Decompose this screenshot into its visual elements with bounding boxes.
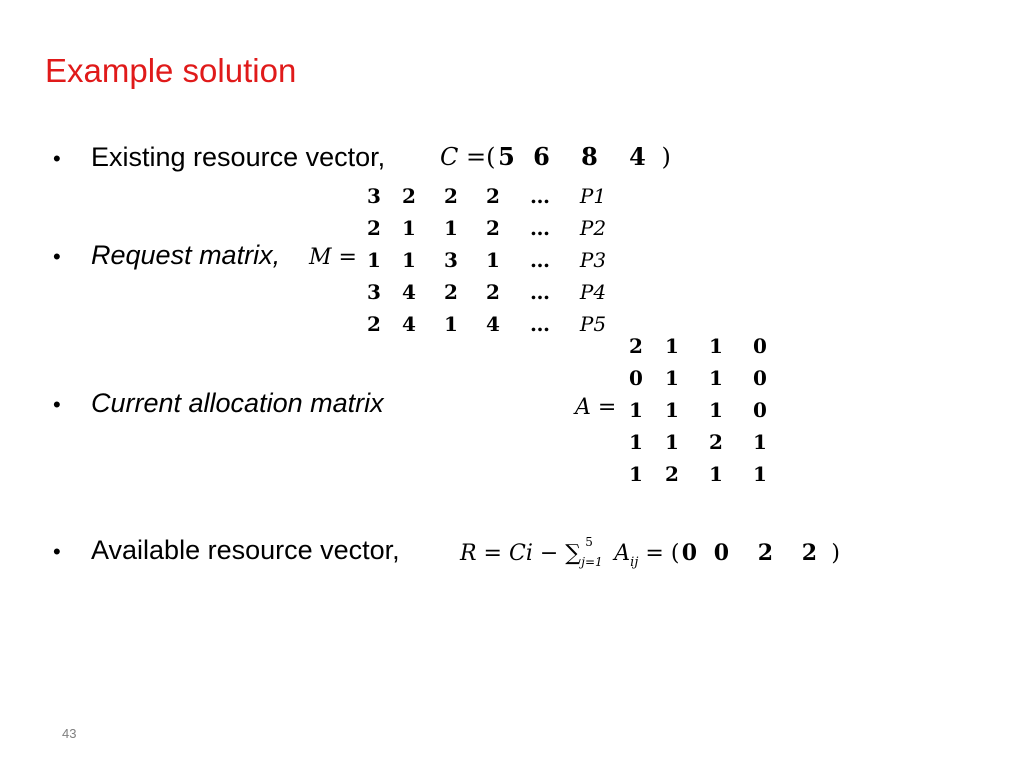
matrix-row [622,330,782,362]
open-paren: ( [486,143,496,171]
bullet-label: Request matrix, [91,240,281,270]
summand-subscript: ij [630,555,639,570]
matrix-cell: 2 [709,430,723,454]
matrix-cell: 0 [753,334,767,358]
process-label: P4 [579,280,607,304]
bullet-marker: • [53,146,61,171]
equation-lhs: R = Ci − [460,541,559,566]
summand: A [614,541,631,566]
matrix-cell: 4 [486,312,500,336]
sum-lower: j=1 [581,555,603,569]
process-label: P5 [579,312,607,336]
sum-upper: 5 [585,535,593,549]
equals-sign: = [338,245,357,270]
request-matrix-symbol [309,245,357,270]
matrix-cell: 2 [367,312,381,336]
bullet-allocation-matrix [53,388,384,419]
matrix-cell: 2 [486,216,500,240]
matrix-row [360,180,620,212]
vector-value: 6 [533,142,550,171]
close-paren: ) [831,541,840,566]
available-resource-equation [460,535,840,570]
process-label: P2 [579,216,607,240]
matrix-row [622,362,782,394]
matrix-cell: 2 [367,216,381,240]
bullet-available-resource [53,535,400,566]
matrix-row [360,212,620,244]
request-matrix [360,180,620,340]
bullet-request-matrix [53,240,280,271]
vector-value: 4 [629,142,646,171]
matrix-cell: 1 [665,430,679,454]
bullet-marker: • [53,244,61,269]
allocation-matrix [622,330,782,490]
matrix-cell: 1 [629,462,643,486]
ellipsis: … [530,184,550,208]
matrix-cell: 2 [665,462,679,486]
matrix-cell: 1 [665,334,679,358]
vector-value: 2 [757,540,774,566]
matrix-cell: 1 [709,334,723,358]
matrix-symbol: A [575,395,591,420]
matrix-cell: 1 [665,398,679,422]
matrix-cell: 1 [444,216,458,240]
bullet-marker: • [53,539,61,564]
matrix-row [622,458,782,490]
matrix-cell: 1 [753,430,767,454]
matrix-cell: 1 [486,248,500,272]
open-paren: ( [670,541,680,566]
existing-resource-vector [440,142,671,171]
bullet-label: Current allocation matrix [91,388,384,418]
matrix-cell: 1 [402,216,416,240]
matrix-cell: 2 [444,280,458,304]
page-number: 43 [62,726,77,741]
sum-symbol: ∑ [565,541,581,566]
bullet-existing-resource [53,142,385,173]
matrix-row [360,276,620,308]
ellipsis: … [530,216,550,240]
matrix-cell: 4 [402,312,416,336]
close-paren: ) [661,143,671,171]
matrix-cell: 3 [444,248,458,272]
matrix-cell: 1 [709,462,723,486]
ellipsis: … [530,248,550,272]
matrix-cell: 1 [709,398,723,422]
vector-value: 8 [581,142,598,171]
process-label: P1 [579,184,607,208]
process-label: P3 [579,248,607,272]
matrix-cell: 1 [629,430,643,454]
equals-sign: = [597,395,617,420]
matrix-cell: 1 [665,366,679,390]
matrix-cell: 4 [402,280,416,304]
slide-title: Example solution [45,52,297,89]
vector-value: 0 [713,540,730,566]
equals-sign: = [466,143,487,171]
matrix-cell: 0 [629,366,643,390]
matrix-cell: 0 [753,366,767,390]
allocation-matrix-symbol [575,395,616,420]
matrix-cell: 3 [367,280,381,304]
matrix-symbol: M [309,245,332,270]
bullet-label: Available resource vector, [91,535,400,565]
matrix-cell: 1 [444,312,458,336]
matrix-row [622,394,782,426]
vector-symbol: C [440,143,459,171]
matrix-row [622,426,782,458]
matrix-row [360,308,620,340]
matrix-cell: 1 [402,248,416,272]
matrix-cell: 1 [753,462,767,486]
matrix-cell: 2 [486,184,500,208]
bullet-marker: • [53,392,61,417]
vector-value: 2 [801,540,818,566]
vector-value: 0 [681,540,698,566]
vector-value: 5 [498,142,515,171]
matrix-cell: 0 [753,398,767,422]
matrix-cell: 1 [629,398,643,422]
matrix-cell: 2 [486,280,500,304]
summation [565,535,607,569]
ellipsis: … [530,312,550,336]
matrix-cell: 2 [402,184,416,208]
bullet-label: Existing resource vector, [91,142,386,172]
ellipsis: … [530,280,550,304]
matrix-cell: 1 [367,248,381,272]
matrix-row [360,244,620,276]
matrix-cell: 2 [629,334,643,358]
matrix-cell: 1 [709,366,723,390]
matrix-cell: 2 [444,184,458,208]
matrix-cell: 3 [367,184,381,208]
equals-sign: = [645,541,664,566]
